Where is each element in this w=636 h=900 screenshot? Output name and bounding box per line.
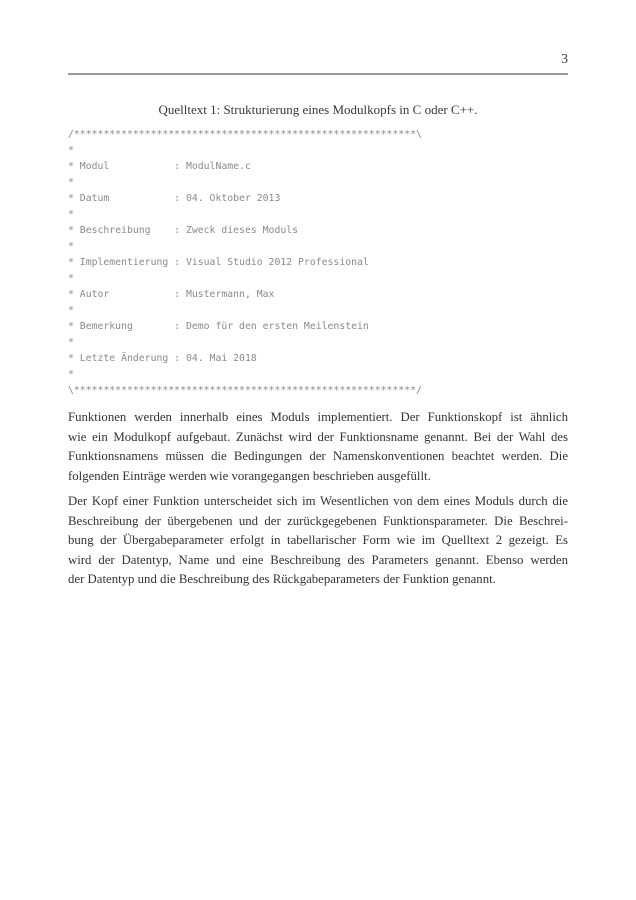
paragraph-line: Funktionen werden innerhalb eines Moduls implementiert. Der Funktionskopf ist ähnlich (68, 410, 568, 424)
paragraph-line: wird der Datentyp, Name und eine Beschreibung des Parameters genannt. Ebenso werden (68, 552, 568, 567)
code-line: * (68, 273, 74, 284)
paragraph-line: bung der Übergabeparameter erfolgt in tabellarischer Form wie im Quelltext 2 gezeigt. Es (68, 533, 568, 547)
code-line: * (68, 177, 74, 188)
paragraph-line: wie ein Modulkopf aufgebaut. Zunächst wird der Funktionsname genannt. Bei der Wahl des (68, 429, 568, 444)
code-line: * Implementierung : Visual Studio 2012 Professional (68, 257, 369, 268)
paragraph-line: Der Kopf einer Funktion unterscheidet sich im Wesentlichen von dem eines Moduls durch die (68, 494, 568, 508)
paragraph-2 (68, 492, 568, 590)
paragraph-line: der Datentyp und die Beschreibung des Rückgabeparameters der Funktion genannt. (68, 572, 496, 586)
page-number: 3 (561, 51, 568, 66)
code-listing (68, 127, 568, 399)
code-line: * Modul : ModulName.c (68, 161, 251, 172)
code-line: * (68, 337, 74, 348)
code-line: * (68, 369, 74, 380)
paragraph-line: Funktionsnamens müssen die Bedingungen der Namenskonventionen beachtet werden. Die (68, 449, 568, 463)
code-line: * Beschreibung : Zweck dieses Moduls (68, 225, 299, 236)
code-line: * Bemerkung : Demo für den ersten Meilenstein (68, 321, 369, 332)
code-line: * (68, 209, 74, 220)
code-line: /**********************************************************\ (68, 129, 422, 140)
code-line: * (68, 145, 74, 156)
code-line: * Datum : 04. Oktober 2013 (68, 193, 281, 204)
listing-caption: Quelltext 1: Strukturierung eines Modulkopfs in C oder C++. (158, 102, 478, 117)
code-line: * Autor : Mustermann, Max (68, 289, 275, 300)
code-line: \**********************************************************/ (68, 385, 422, 396)
paragraph-1 (68, 408, 568, 486)
paragraph-line: Beschreibung der übergebenen und der zurückgegebenen Funktionsparameter. Die Beschrei- (68, 513, 568, 528)
header-rule (68, 73, 568, 75)
paragraph-line: folgenden Einträge werden wie vorangegangen beschrieben ausgefüllt. (68, 468, 431, 483)
code-line: * (68, 305, 74, 316)
code-line: * Letzte Änderung : 04. Mai 2018 (68, 353, 257, 364)
code-line: * (68, 241, 74, 252)
